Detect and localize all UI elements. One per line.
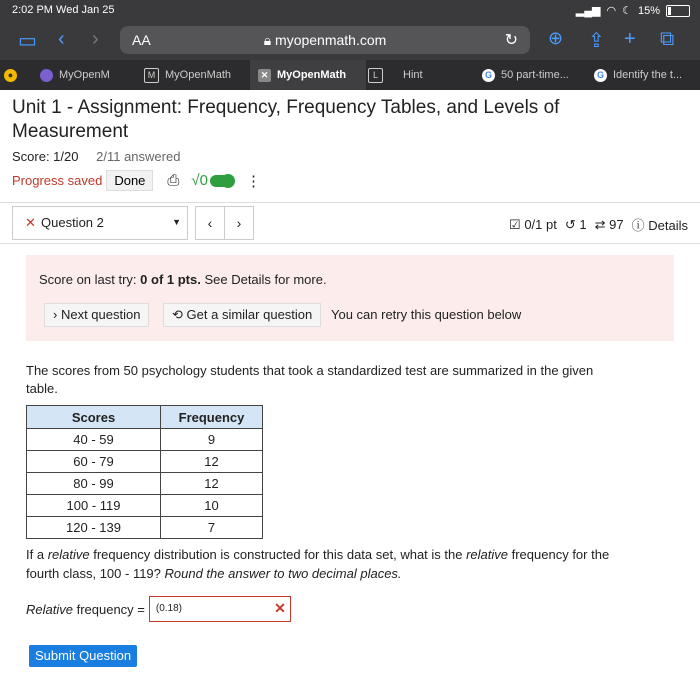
tab-label: MyOpenM — [59, 69, 110, 81]
table-cell: 9 — [161, 429, 263, 451]
answer-label — [26, 602, 145, 617]
checkbox-icon: ☑ — [509, 216, 521, 232]
table-cell: 120 - 139 — [27, 517, 161, 539]
table-row — [27, 517, 263, 539]
question-part: frequency distribution is constructed for this data set, what is the — [89, 547, 467, 562]
question-nav-bar — [0, 202, 700, 244]
sidebar-icon[interactable]: ▭ — [18, 30, 37, 52]
page-title: Unit 1 - Assignment: Frequency, Frequency Tables, and Levels of Measurement — [12, 97, 560, 142]
chevron-right-icon: › — [53, 307, 58, 322]
tab-myopenmath-active[interactable] — [250, 60, 366, 90]
lock-icon: 🔒︎ — [263, 32, 276, 48]
tab-label: Hint — [403, 69, 423, 81]
table-cell: 10 — [161, 495, 263, 517]
download-icon[interactable]: ⊕ — [548, 28, 564, 48]
attempts-info — [595, 217, 624, 233]
incorrect-mark-icon: ✕ — [274, 600, 286, 616]
table-row — [27, 473, 263, 495]
problem-prompt: The scores from 50 psychology students that took a standardized test are summarized in the given table. — [26, 363, 594, 396]
tab-bar — [0, 60, 700, 90]
question-part: If a — [26, 547, 48, 562]
info-icon: ⓘ — [631, 218, 645, 233]
tab-part-time[interactable] — [482, 60, 586, 90]
question-emphasis: relative — [47, 547, 90, 562]
tab-label: Identify the t... — [613, 69, 683, 81]
google-icon: G — [482, 69, 495, 82]
tab-myopenmath-1[interactable] — [144, 60, 244, 90]
retries-info — [565, 217, 587, 233]
progress-saved: Progress saved — [12, 173, 103, 188]
answered-count: 2/11 answered — [96, 149, 181, 164]
score-alert — [26, 255, 674, 341]
battery-icon — [666, 5, 690, 17]
table-header-scores: Scores — [27, 406, 161, 429]
points-info — [509, 217, 557, 233]
status-time: 2:02 PM Wed Jan 25 — [12, 4, 115, 16]
wifi-icon: ◠ — [606, 5, 617, 17]
signal-icon: ▂▄▆ — [575, 5, 601, 17]
url-text — [120, 32, 530, 49]
math-entry-toggle[interactable] — [191, 172, 234, 189]
alert-suffix: See Details for more. — [200, 272, 327, 287]
answer-label-rest: frequency = — [72, 601, 145, 617]
table-row — [27, 451, 263, 473]
similar-question-label: Get a similar question — [186, 307, 313, 322]
score-value: Score: 1/20 — [12, 149, 79, 164]
tab-hint[interactable] — [368, 60, 468, 90]
rounding-instruction: Round the answer to two decimal places. — [164, 566, 402, 581]
question-text — [26, 545, 636, 583]
attempts-icon: ⇄ — [594, 216, 606, 232]
toggle-switch-icon — [210, 175, 234, 187]
tab-label: MyOpenMath — [165, 69, 232, 81]
battery-percent: 15% — [637, 4, 660, 17]
url-domain: myopenmath.com — [275, 32, 387, 48]
table-cell: 60 - 79 — [27, 451, 161, 473]
more-options-icon[interactable]: ⋮ — [246, 172, 261, 190]
answer-input[interactable] — [149, 596, 291, 622]
tab-label: MyOpenMath — [277, 69, 347, 81]
alert-prefix: Score on last try: — [39, 272, 141, 287]
next-question-button[interactable] — [44, 303, 149, 327]
tabs-overview-icon[interactable]: ⧉ — [660, 28, 675, 50]
table-cell: 100 - 119 — [27, 495, 161, 517]
reload-icon[interactable]: ↻ — [504, 32, 518, 49]
table-cell: 12 — [161, 473, 263, 495]
retry-icon: ↺ — [564, 216, 576, 232]
answer-value: (0.18) — [155, 603, 182, 614]
tab-myopenm[interactable] — [40, 60, 136, 90]
myopenmath-icon — [40, 69, 53, 82]
points-text: 0/1 pt — [524, 216, 557, 232]
question-emphasis: relative — [466, 547, 508, 562]
retries-text: 1 — [579, 216, 587, 232]
next-question-arrow-button[interactable] — [224, 206, 254, 240]
m-icon: M — [144, 68, 159, 83]
next-question-label: Next question — [60, 307, 141, 322]
alert-message — [39, 272, 327, 287]
tab-identify[interactable] — [594, 60, 698, 90]
prev-question-button[interactable] — [195, 206, 225, 240]
share-icon[interactable]: ⇪ — [588, 30, 605, 52]
new-tab-icon[interactable]: + — [624, 28, 636, 50]
chevron-right-icon: › — [236, 215, 242, 231]
attempts-text: 97 — [609, 216, 624, 232]
table-header-frequency: Frequency — [161, 406, 263, 429]
moon-icon: ☾ — [622, 5, 632, 17]
question-part: frequency for the fourth class, 100 - 119? — [26, 547, 610, 581]
retry-text: You can retry this question below — [331, 307, 522, 322]
table-cell: 12 — [161, 451, 263, 473]
print-icon[interactable]: ⎙ — [167, 172, 180, 189]
similar-question-button[interactable] — [163, 303, 321, 327]
tab-extension[interactable] — [4, 60, 26, 90]
table-row — [27, 429, 263, 451]
status-bar — [0, 0, 700, 22]
chevron-down-icon: ▼ — [172, 217, 181, 227]
answer-label-italic: Relative — [26, 601, 73, 617]
question-select[interactable] — [12, 206, 188, 240]
incorrect-icon: ✕ — [25, 215, 36, 230]
table-row — [27, 495, 263, 517]
answer-row — [26, 596, 291, 622]
score-line — [12, 149, 180, 164]
forward-icon[interactable]: › — [92, 28, 99, 50]
table-cell: 7 — [161, 517, 263, 539]
back-icon[interactable]: ‹ — [58, 28, 65, 50]
chevron-left-icon: ‹ — [207, 215, 213, 231]
alert-score: 0 of 1 pts. — [140, 272, 201, 287]
frequency-table — [26, 405, 263, 539]
refresh-icon: ⟲ — [172, 307, 183, 322]
done-button[interactable]: Done — [106, 170, 153, 191]
hint-icon: L — [368, 68, 383, 83]
question-select-label: Question 2 — [41, 215, 104, 230]
submit-question-button[interactable]: Submit Question — [29, 645, 137, 667]
tab-label: 50 part-time... — [501, 69, 569, 81]
sqrt-label: √0 — [191, 172, 208, 189]
close-tab-icon[interactable]: ✕ — [258, 69, 271, 82]
extension-icon: ● — [4, 69, 17, 82]
table-cell: 80 - 99 — [27, 473, 161, 495]
details-text: Details — [648, 218, 688, 233]
progress-row — [12, 170, 261, 191]
google-icon: G — [594, 69, 607, 82]
reader-aa-button[interactable]: AA — [132, 32, 151, 48]
table-cell: 40 - 59 — [27, 429, 161, 451]
browser-toolbar — [0, 22, 700, 60]
question-info — [509, 215, 688, 234]
details-link[interactable] — [632, 215, 688, 234]
address-bar[interactable] — [120, 26, 530, 54]
